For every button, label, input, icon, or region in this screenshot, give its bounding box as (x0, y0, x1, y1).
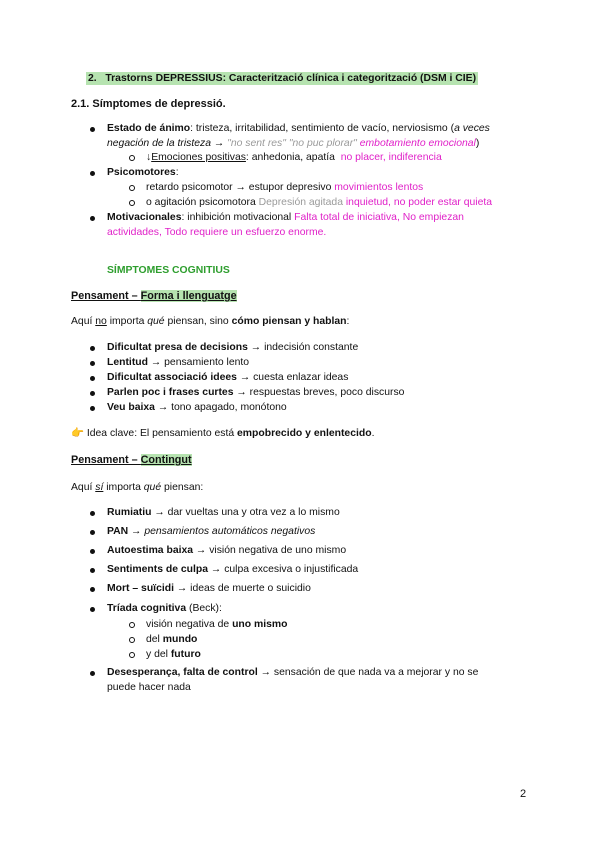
section-title: Trastorns DEPRESSIUS: Caracterització clínica i categorització (DSM i CIE) (105, 73, 477, 84)
desesperanca-line2: puede hacer nada (107, 682, 191, 693)
triada-label: Tríada cognitiva (Beck): (107, 603, 222, 614)
bullet-icon (90, 391, 95, 396)
psicomotores-item2: o agitación psicomotora Depresión agitada inquietud, no poder estar quieta (146, 197, 493, 208)
list-item: Lentitud → pensamiento lento (107, 357, 250, 368)
section-heading (86, 72, 478, 85)
sub-bullet-icon (129, 652, 135, 658)
motivacionales-line2: actividades, Todo requiere un esfuerzo enorme. (107, 227, 327, 238)
triada-item: y del futuro (146, 649, 201, 660)
sub-bullet-icon (129, 637, 135, 643)
sub-bullet-icon (129, 622, 135, 628)
list-item: Autoestima baixa → visión negativa de uno mismo (107, 545, 347, 556)
section-number: 2. (88, 73, 97, 84)
list-item: PAN → pensamientos automáticos negativos (107, 526, 316, 537)
bullet-icon (90, 549, 95, 554)
bullet-icon (90, 346, 95, 351)
pointing-hand-icon: 👉 (71, 428, 84, 439)
cognitius-heading: SÍMPTOMES COGNITIUS (107, 265, 230, 276)
bullet-icon (90, 607, 95, 612)
list-item: Mort – suïcidi → ideas de muerte o suicidio (107, 583, 311, 594)
triada-item: visión negativa de uno mismo (146, 619, 288, 630)
list-item: Sentiments de culpa → culpa excesiva o injustificada (107, 564, 359, 575)
sub-bullet-icon (129, 185, 135, 191)
list-item: Dificultat presa de decisions → indecisión constante (107, 342, 359, 353)
bullet-icon (90, 530, 95, 535)
list-item: Dificultat associació idees → cuesta enlazar ideas (107, 372, 349, 383)
bullet-icon (90, 171, 95, 176)
bullet-icon (90, 587, 95, 592)
sub-bullet-icon (129, 155, 135, 161)
list-item: Veu baixa → tono apagado, monótono (107, 402, 287, 413)
estado-line2: negación de la tristeza → "no sent res" "no puc plorar" embotamiento emocional) (107, 138, 480, 149)
contingut-title: Pensament – Contingut (71, 454, 192, 466)
triada-item: del mundo (146, 634, 198, 645)
desesperanca-line1: Desesperança, falta de control → sensación de que nada va a mejorar y no se (107, 667, 479, 678)
page-number: 2 (520, 788, 527, 800)
bullet-icon (90, 376, 95, 381)
estado-sub: ↓Emociones positivas: anhedonia, apatía no placer, indiferencia (146, 152, 442, 163)
bullet-icon (90, 361, 95, 366)
psicomotores-item1: retardo psicomotor → estupor depresivo movimientos lentos (146, 182, 424, 193)
bullet-icon (90, 568, 95, 573)
bullet-icon (90, 216, 95, 221)
estado-line1: Estado de ánimo: tristeza, irritabilidad, sentimiento de vacío, nerviosismo (a veces (107, 123, 490, 134)
bullet-icon (90, 671, 95, 676)
list-item: Rumiatiu → dar vueltas una y otra vez a lo mismo (107, 507, 340, 518)
bullet-icon (90, 127, 95, 132)
list-item: Parlen poc i frases curtes → respuestas breves, poco discurso (107, 387, 405, 398)
sub-bullet-icon (129, 200, 135, 206)
contingut-intro: Aquí sí importa qué piensan: (71, 482, 204, 493)
forma-intro: Aquí no importa qué piensan, sino cómo piensan y hablan: (71, 316, 350, 327)
bullet-icon (90, 511, 95, 516)
subheading: 2.1. Símptomes de depressió. (71, 98, 226, 110)
psicomotores-label: Psicomotores: (107, 167, 179, 178)
idea-clave: 👉 Idea clave: El pensamiento está empobrecido y enlentecido. (71, 428, 375, 439)
forma-title: Pensament – Forma i llenguatge (71, 290, 237, 302)
motivacionales-line1: Motivacionales: inhibición motivacional Falta total de iniciativa, No empiezan (107, 212, 464, 223)
bullet-icon (90, 406, 95, 411)
